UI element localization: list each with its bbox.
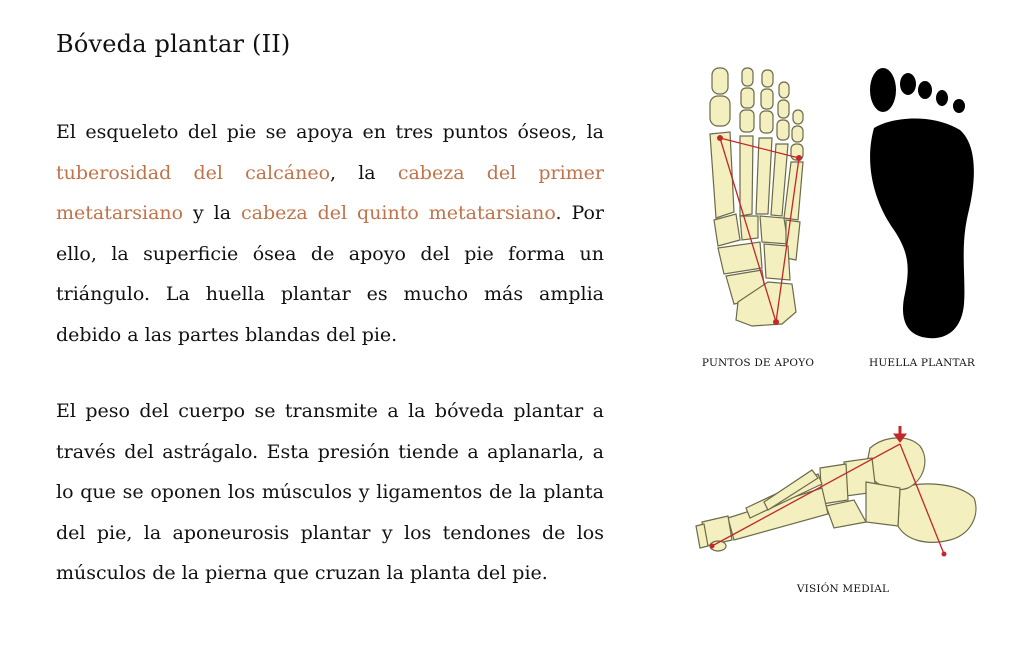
footprint-figure (864, 64, 980, 342)
highlight-calcaneal-tuberosity: tuberosidad del calcáneo (56, 161, 331, 184)
medial-view-caption: VISIÓN MEDIAL (796, 583, 890, 595)
highlight-fifth-metatarsal-head: cabeza del quinto metatarsiano (241, 202, 556, 224)
paragraph-support-points (56, 112, 604, 355)
paragraph1-text-2: , la (330, 161, 398, 184)
highlight-first-metatarsal-head: cabeza del primer metatarsiano (56, 161, 604, 224)
page-title: Bóveda plantar (II) (56, 30, 291, 58)
footprint-caption: HUELLA PLANTAR (868, 357, 976, 369)
foot-skeleton-medial-view-figure (694, 422, 984, 562)
support-points-caption: PUNTOS DE APOYO (701, 357, 815, 369)
foot-skeleton-support-points-figure (700, 62, 818, 332)
paragraph-weight-transmission: El peso del cuerpo se transmite a la bóveda plantar a través del astrágalo. Esta presión tiende a aplanarla, a lo que se oponen los músculos y ligamentos de la planta del pie, la aponeurosis plantar y los tendones de los músculos de la pierna que cruzan la planta del pie. (56, 400, 604, 584)
paragraph1-text-3: y la (183, 202, 241, 224)
paragraph1-text-1: El esqueleto del pie se apoya en tres puntos óseos, la (56, 121, 604, 143)
paragraph1-text-4: . Por ello, la superficie ósea de apoyo del pie forma un triángulo. La huella plantar es mucho más amplia debido a las partes blandas del pie. (56, 202, 604, 346)
